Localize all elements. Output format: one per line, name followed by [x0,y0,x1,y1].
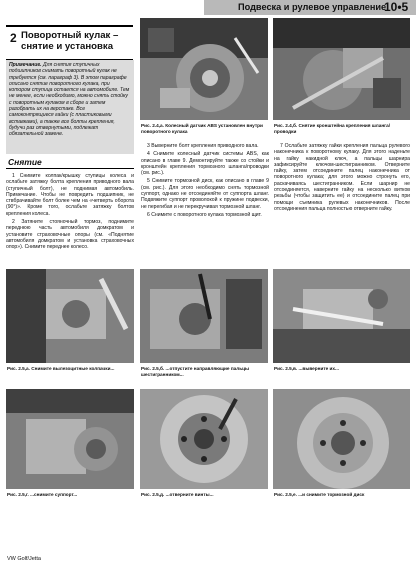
photo-hex-key [140,269,268,363]
photo-abs-sensor [140,18,268,120]
photo-hex-key-image [140,269,268,363]
paragraph-3: 3 Выверните болт крепления приводного вала. [147,143,259,149]
text-column-1 [6,173,134,253]
caption-2-5b: Рис. 2.5,б. ...отпустите направляющие пальцы шестигранником... [141,366,250,377]
page-number: 10•5 [384,0,409,14]
caption-2-5f: Рис. 2.5,е. ...и снимите тормозной диск [274,492,365,497]
note-box [6,60,134,154]
photo-remove-caps-image [6,269,134,363]
photo-screws-image [140,389,268,489]
photo-remove-caliper [6,389,134,489]
text-column-2 [141,143,269,220]
paragraph-5: 5 Снимите тормозной диск, как описано в главе 9 (см. рис.). Для этого необходимо снять тормозной суппорт, однако не отсоединяйте от суппорта шланг. Подвяжите суппорт проволокой к пружине подвески, не перегибая и не перекручивая тормозной шланг. [141,178,269,210]
paragraph-2: 2 Затяните стояночный тормоз, поднимите переднюю часть автомобиля домкратом и установите страховочные опоры (см. «Поднятие автомобиля домкратом и установка страховочных опор»). Снимите переднее колесо. [6,219,134,251]
caption-2-5d: Рис. 2.5,г. ...снимите суппорт... [7,492,78,497]
photo-unscrew-image [273,269,410,363]
note-text: Для снятия ступичных подшипников снимать поворотный кулак не требуется (см. параграф 3). В этом параграфе описано снятие поворотного кулака, при котором ступица остается на автомобиле. Тем не менее, если необходимо, можно снять стойку с поворотным кулаком в сборе и затем разобрать их на верстаке. Все самоконтрящиеся гайки (с пластиковыми вставками), а также все болты крепления, будучи раз отвернутыми, подлежат обязательной замене. [9,62,130,138]
caption-2-4b: Рис. 2.4,б. Снятие кронштейна крепления шланга/проводки [274,123,391,134]
photo-unscrew [273,269,410,363]
photo-screws [140,389,268,489]
photo-bracket-image [273,18,410,120]
caption-2-5a: Рис. 2.5,а. Снимите вылезоцитные колпачки... [7,366,115,371]
footer-text: VW Golf/Jetta [7,556,41,562]
text-column-3 [274,143,410,214]
paragraph-1: 1 Снимите колпак/крышку ступицы колеса и ослабьте затяжку болта крепления приводного вала (ступичный болт), не поднимая автомобиль. Примечание. Чтобы не повредить подшипник, не ствбрачивайте болт более чем на «четверть оборота (90°)». Кроме того, ослабьте затяжку болтов крепления колеса. [6,173,134,217]
caption-2-5e: Рис. 2.5,д. ...отверните винты... [141,492,214,497]
note-label: Примечание. [9,62,42,68]
section-title-box [6,25,133,60]
photo-brake-disc-image [273,389,410,489]
paragraph-4: 4 Снимите колесный датчик системы ABS, как описано в главе 9. Демонтируйте также со стойки и кронштейн крепления тормозного шланга/проводки (см. рис.). [141,151,269,177]
caption-2-4a: Рис. 2.4,a. Колесный датчик ABS установлен внутри поворотного кулака [141,123,263,134]
paragraph-7: 7 Ослабьте затяжку гайки крепления пальца рулевого наконечника к поворотному кулаку. Для этого наденьте на гайку накидной ключ, а пальцы шарнира зафиксируйте ключом-шестигранником. Отверните гайку, затем отсоедините палец наконечника от поворотного кулака; для этого можно стронуть его, раскачиваясь шестигранником. Если шарнир не отсоединяется, наверните гайку на несколько витков резьбы (чтобы защитить ее) и отсоедините палец при помощи съемника рулевых наконечников. После отсоединения пальца полностью отверните гайку. [274,143,410,212]
page-header-title: Подвеска и рулевое управление [238,2,387,12]
section-title: Поворотный кулак – снятие и установка [21,30,119,52]
photo-abs-sensor-image [140,18,268,120]
photo-brake-disc [273,389,410,489]
photo-remove-caliper-image [6,389,134,489]
subsection-heading: Снятие [8,157,42,167]
photo-bracket [273,18,410,120]
caption-2-5c: Рис. 2.5,в. ...выверните их... [274,366,339,371]
section-number: 2 [10,31,17,45]
paragraph-6: 6 Снимите с поворотного кулака тормозной щит. [147,211,262,218]
photo-remove-caps [6,269,134,363]
divider [6,168,134,169]
